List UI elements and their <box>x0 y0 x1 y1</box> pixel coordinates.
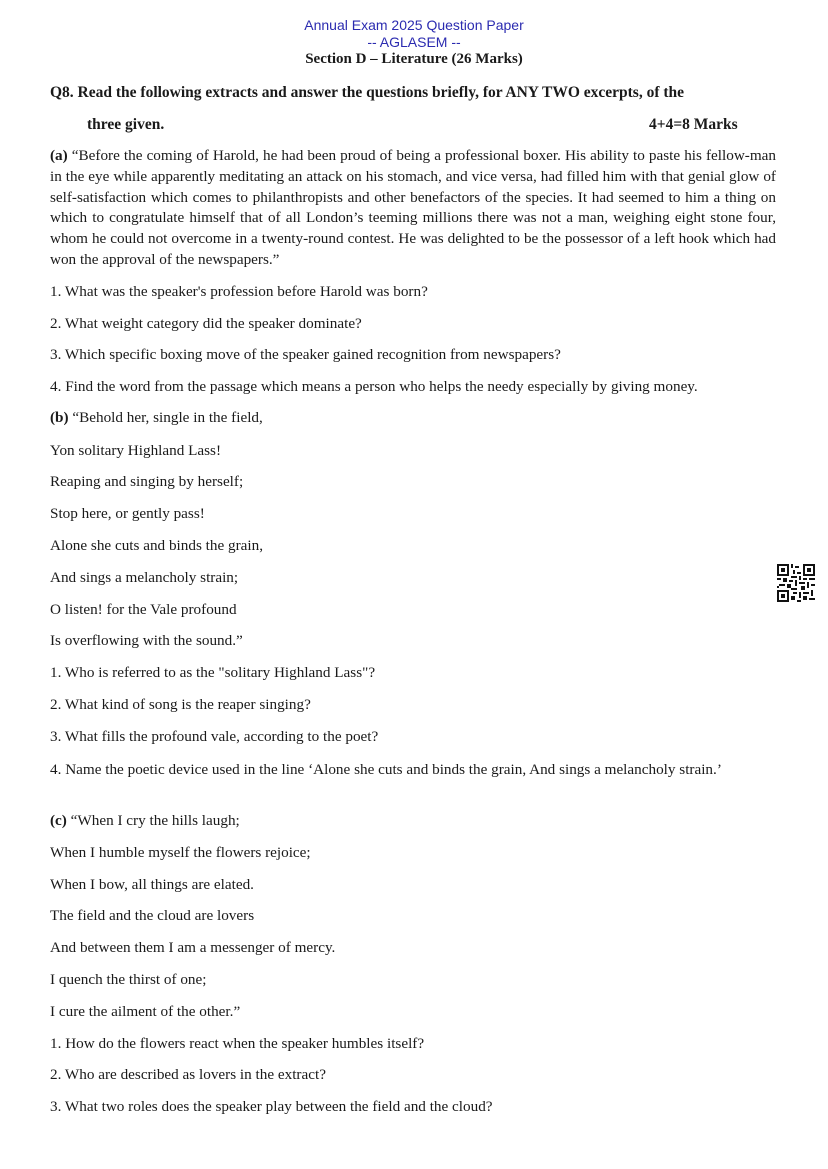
exam-header-source: -- AGLASEM -- <box>367 34 461 50</box>
extract-c-question-1: 1. How do the flowers react when the speaker humbles itself? <box>50 1035 425 1052</box>
extract-c-question-2: 2. Who are described as lovers in the extract? <box>50 1066 326 1083</box>
extract-c-line-first <box>50 812 240 830</box>
extract-b-line: Is overflowing with the sound.” <box>50 632 243 649</box>
exam-header-title: Annual Exam 2025 Question Paper <box>304 17 524 33</box>
extract-c-line: When I bow, all things are elated. <box>50 876 254 893</box>
extract-c-line: And between them I am a messenger of mercy. <box>50 939 336 956</box>
extract-a-question-3: 3. Which specific boxing move of the speaker gained recognition from newspapers? <box>50 346 561 363</box>
extract-b-line: Yon solitary Highland Lass! <box>50 442 221 459</box>
extract-c-first-text: “When I cry the hills laugh; <box>70 812 240 829</box>
extract-b-line: O listen! for the Vale profound <box>50 601 237 618</box>
extract-a-question-4: 4. Find the word from the passage which means a person who helps the needy especially by giving money. <box>50 378 698 395</box>
extract-c-line: I quench the thirst of one; <box>50 971 207 988</box>
extract-c-line: When I humble myself the flowers rejoice; <box>50 844 311 861</box>
extract-b-label: (b) <box>50 409 69 426</box>
qr-code-icon <box>777 564 815 602</box>
extract-c-question-3: 3. What two roles does the speaker play between the field and the cloud? <box>50 1098 493 1115</box>
extract-b-line: And sings a melancholy strain; <box>50 569 239 586</box>
question-instruction-cont: three given. <box>87 116 165 133</box>
extract-b-first-text: “Behold her, single in the field, <box>72 409 263 426</box>
extract-b-line-first <box>50 409 263 427</box>
extract-b-line: Stop here, or gently pass! <box>50 505 205 522</box>
extract-a-label: (a) <box>50 147 68 164</box>
extract-a-text: “Before the coming of Harold, he had been proud of being a professional boxer. His ability to paste his fellow-man in the eye while apparently meditating an attack on his stomach, and vice versa, had filled him with that genial glow of self-satisfaction which comes to philanthropists and other benefactors of the species. It had seemed to him a thing on which to congratulate himself that of all London’s teeming millions there was not a man, weighing eight stone four, whom he could not overcome in a twenty-round contest. He was delighted to be the possessor of a left hook which had won the approval of the newspapers.” <box>50 147 776 268</box>
extract-b-question-1: 1. Who is referred to as the "solitary Highland Lass"? <box>50 664 376 681</box>
extract-c-label: (c) <box>50 812 67 829</box>
extract-b-line: Alone she cuts and binds the grain, <box>50 537 264 554</box>
extract-b-question-2: 2. What kind of song is the reaper singing? <box>50 696 311 713</box>
extract-c-line: I cure the ailment of the other.” <box>50 1003 241 1020</box>
question-marks: 4+4=8 Marks <box>649 116 738 133</box>
extract-a-passage <box>50 146 776 271</box>
extract-c-line: The field and the cloud are lovers <box>50 907 255 924</box>
extract-b-question-3: 3. What fills the profound vale, according to the poet? <box>50 728 379 745</box>
question-instruction: Q8. Read the following extracts and answer the questions briefly, for ANY TWO excerpts, of the <box>50 84 685 101</box>
extract-a-question-1: 1. What was the speaker's profession before Harold was born? <box>50 283 428 300</box>
section-title: Section D – Literature (26 Marks) <box>305 51 523 67</box>
extract-b-line: Reaping and singing by herself; <box>50 473 244 490</box>
extract-b-question-4: 4. Name the poetic device used in the line ‘Alone she cuts and binds the grain, And sings a melancholy strain.’ <box>50 761 722 778</box>
extract-a-question-2: 2. What weight category did the speaker dominate? <box>50 315 362 332</box>
